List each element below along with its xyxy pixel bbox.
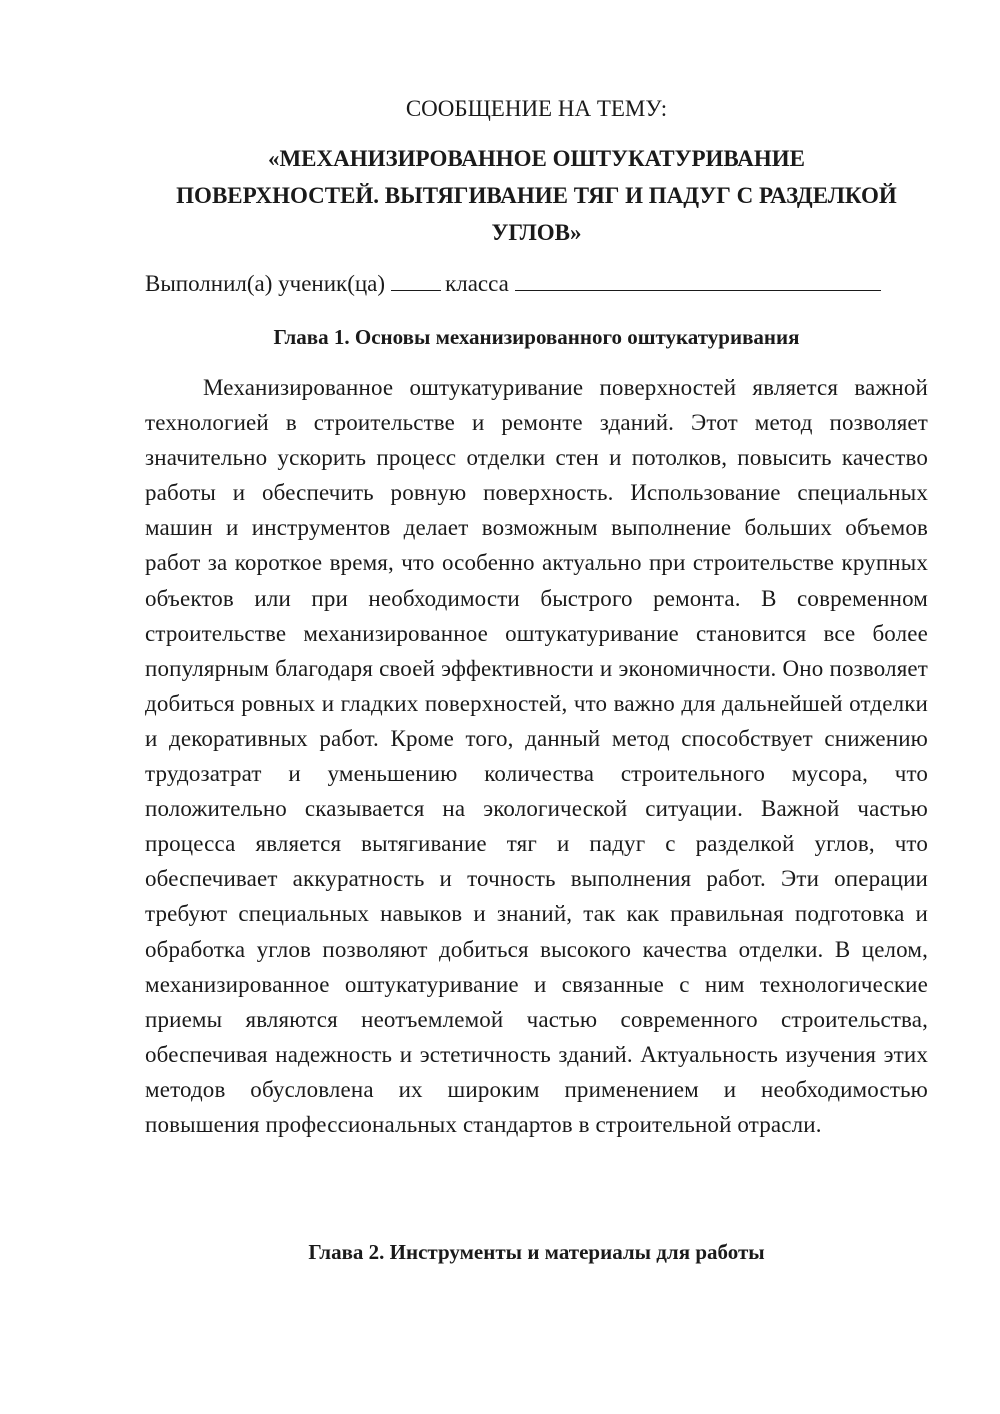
chapter-2-title: Глава 2. Инструменты и материалы для работы bbox=[308, 1240, 765, 1264]
chapter-1-title: Глава 1. Основы механизированного оштукатуривания bbox=[273, 325, 800, 349]
chapter-1-paragraph: Механизированное оштукатуривание поверхностей является важной технологией в строительстве и ремонте зданий. Этот метод позволяет значительно ускорить процесс отделки стен и потолков, повысить качество работы и обеспечить ровную поверхность. Использование специальных машин и инструментов делает возможным выполнение больших объемов работ за короткое время, что особенно актуально при строительстве крупных объектов или при необходимости быстрого ремонта. В современном строительстве механизированное оштукатуривание становится все более популярным благодаря своей эффективности и экономичности. Оно позволяет добиться ровных и гладких поверхностей, что важно для дальнейшей отделки и декоративных работ. Кроме того, данный метод способствует снижению трудозатрат и уменьшению количества строительного мусора, что положительно сказывается на экологической ситуации. Важной частью процесса является вытягивание тяг и падуг с разделкой углов, что обеспечивает аккуратность и точность выполнения работ. Эти операции требуют специальных навыков и знаний, так как правильная подготовка и обработка углов позволяют добиться высокого качества отделки. В целом, механизированное оштукатуривание и связанные с ним технологические приемы являются неотъемлемой частью современного строительства, обеспечивая надежность и эстетичность зданий. Актуальность изучения этих методов обусловлена их широким применением и необходимостью повышения профессиональных стандартов в строительной отрасли. bbox=[145, 375, 928, 1137]
title-line-1: «МЕХАНИЗИРОВАННОЕ ОШТУКАТУРИВАНИЕ bbox=[267, 146, 806, 171]
title-line-2: ПОВЕРХНОСТЕЙ. ВЫТЯГИВАНИЕ ТЯГ И ПАДУГ С РАЗДЕЛКОЙ bbox=[176, 183, 897, 208]
byline-prefix: Выполнил(а) ученик(ца) bbox=[145, 271, 386, 296]
title-line-3: УГЛОВ» bbox=[491, 220, 582, 245]
topic-label: СООБЩЕНИЕ НА ТЕМУ: bbox=[405, 96, 668, 121]
author-byline bbox=[145, 268, 885, 299]
document-title bbox=[145, 140, 928, 251]
byline-class-label: класса bbox=[445, 271, 509, 296]
name-blank-field bbox=[515, 268, 881, 291]
class-blank-field bbox=[391, 268, 441, 291]
